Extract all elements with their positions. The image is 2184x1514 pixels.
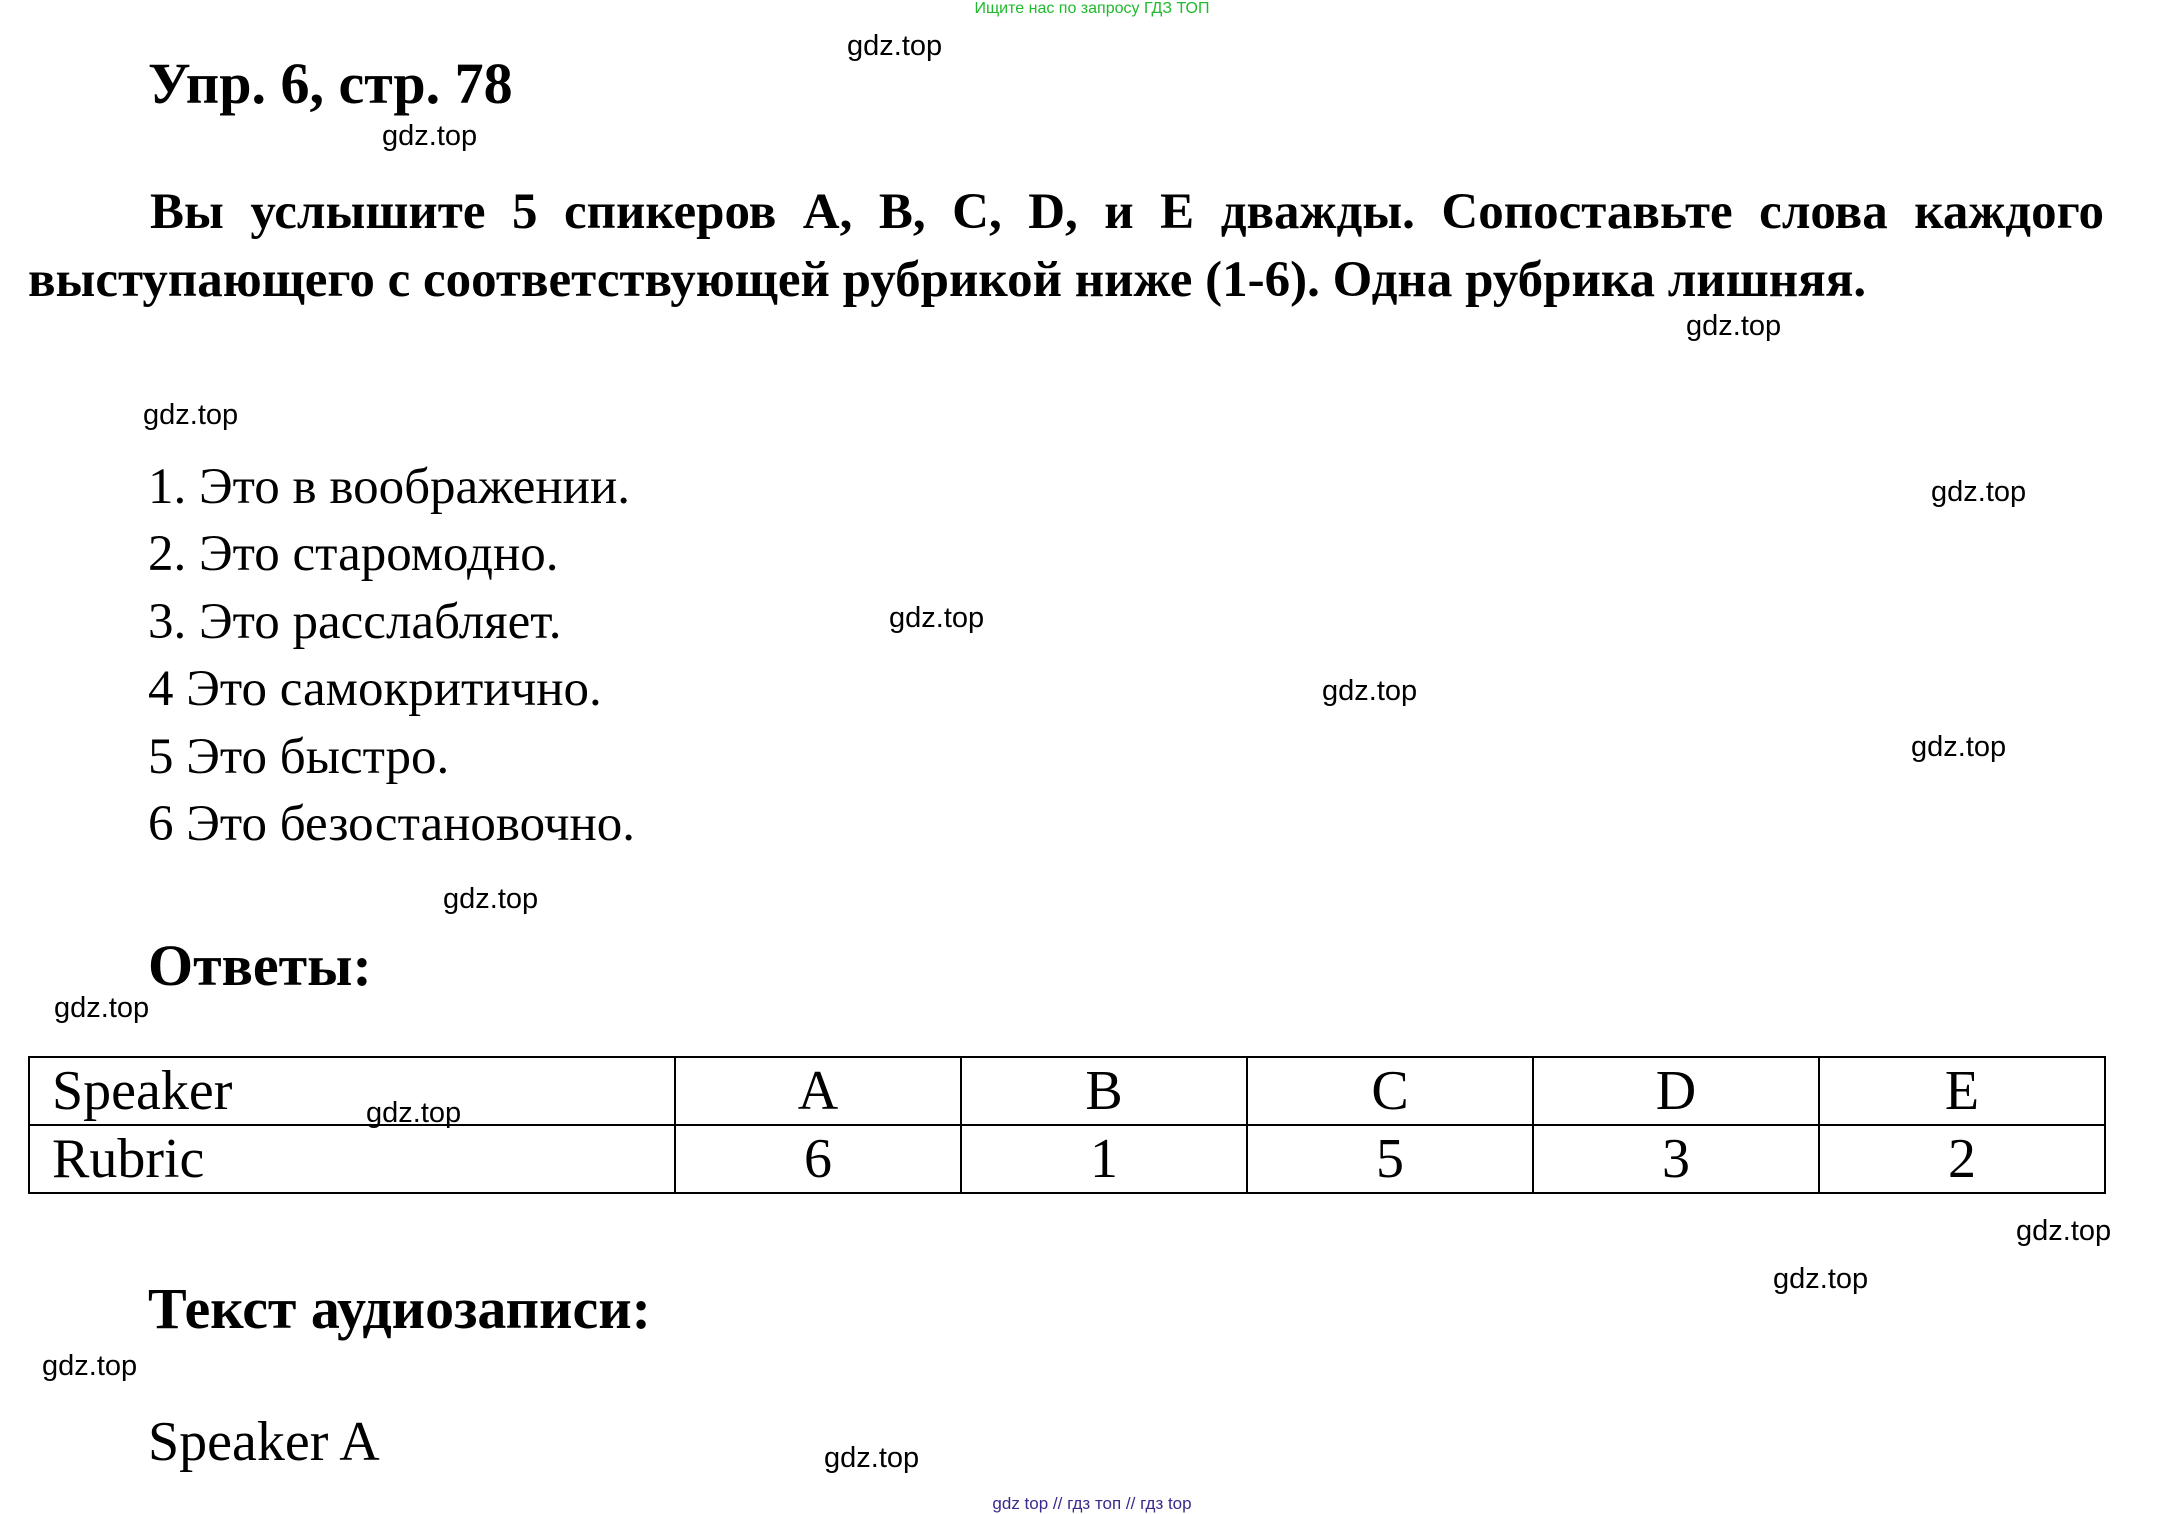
table-row-speakers <box>29 1057 2105 1125</box>
rubric-item-4: 4 Это самокритично. <box>148 661 602 717</box>
watermark: gdz.top <box>54 992 150 1024</box>
rubric-item-1: 1. Это в воображении. <box>148 459 631 515</box>
rubric-item-5: 5 Это быстро. <box>148 729 450 785</box>
watermark: gdz.top <box>1773 1263 1869 1295</box>
watermark: gdz.top <box>382 120 478 152</box>
watermark: gdz.top <box>847 30 943 62</box>
rubric-cell-b: 1 <box>961 1125 1247 1193</box>
transcript-heading: Текст аудиозаписи: <box>148 1276 651 1341</box>
rubric-cell-e: 2 <box>1819 1125 2105 1193</box>
rubric-item-6: 6 Это безостановочно. <box>148 796 636 852</box>
rubric-cell-a: 6 <box>675 1125 961 1193</box>
top-search-note: Ищите нас по запросу ГДЗ ТОП <box>974 0 1210 17</box>
watermark: gdz.top <box>889 602 985 634</box>
rubric-cell-d: 3 <box>1533 1125 1819 1193</box>
watermark: gdz.top <box>366 1097 462 1129</box>
speaker-row-label: Speaker <box>29 1057 675 1125</box>
bottom-watermark-line: gdz top // гдз топ // гдз top <box>992 1494 1192 1513</box>
speaker-a-heading: Speaker A <box>148 1411 380 1473</box>
watermark: gdz.top <box>1686 310 1782 342</box>
speaker-cell-e: E <box>1819 1057 2105 1125</box>
watermark: gdz.top <box>42 1350 138 1382</box>
watermark: gdz.top <box>1931 476 2027 508</box>
speaker-cell-d: D <box>1533 1057 1819 1125</box>
answers-heading: Ответы: <box>148 933 372 998</box>
rubric-item-3: 3. Это расслабляет. <box>148 594 562 650</box>
answer-table <box>28 1056 2106 1194</box>
watermark: gdz.top <box>1322 675 1418 707</box>
rubric-row-label: Rubric <box>29 1125 675 1193</box>
watermark: gdz.top <box>1911 731 2007 763</box>
table-row-rubrics <box>29 1125 2105 1193</box>
watermark: gdz.top <box>443 883 539 915</box>
speaker-cell-c: C <box>1247 1057 1533 1125</box>
exercise-title: Упр. 6, стр. 78 <box>148 51 513 116</box>
speaker-cell-b: B <box>961 1057 1247 1125</box>
rubric-item-2: 2. Это старомодно. <box>148 526 559 582</box>
rubric-cell-c: 5 <box>1247 1125 1533 1193</box>
watermark: gdz.top <box>143 399 239 431</box>
watermark: gdz.top <box>824 1442 920 1474</box>
watermark: gdz.top <box>2016 1215 2112 1247</box>
exercise-instruction: Вы услышите 5 спикеров A, B, C, D, и E дважды. Сопоставьте слова каждого выступающего с соответствующей рубрикой ниже (1-6). Одна рубрика лишняя. <box>28 184 2104 308</box>
speaker-cell-a: A <box>675 1057 961 1125</box>
